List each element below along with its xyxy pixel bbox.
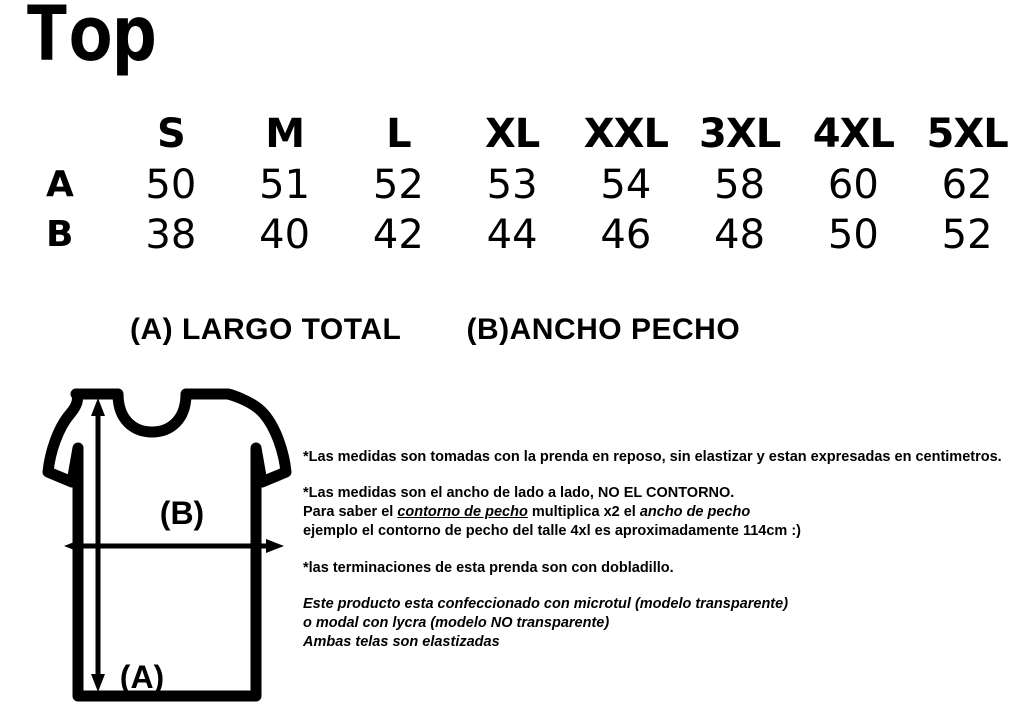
cell-a-xl: 53 <box>486 162 538 208</box>
cell-a-xxl: 54 <box>600 162 652 208</box>
note2-italic-term: ancho de pecho <box>639 504 751 521</box>
garment-label-a: (A) <box>119 659 165 695</box>
cell-a-s: 50 <box>145 162 197 208</box>
cell-b-4xl: 50 <box>827 212 879 258</box>
cell-a-m: 51 <box>259 162 311 208</box>
size-header-xxl: XXL <box>583 111 668 157</box>
arrow-b-head-right <box>266 539 284 553</box>
cell-a-4xl: 60 <box>827 162 879 208</box>
cell-a-3xl: 58 <box>714 162 766 208</box>
cell-b-xl: 44 <box>486 212 538 258</box>
size-chart-table <box>36 108 1024 260</box>
arrow-a-head-top <box>91 398 105 416</box>
cell-b-5xl: 52 <box>941 212 993 258</box>
cell-b-m: 40 <box>259 212 311 258</box>
note-fabric <box>303 595 1003 652</box>
table-header-row <box>36 108 1024 160</box>
cell-a-l: 52 <box>372 162 424 208</box>
table-corner-cell <box>36 108 114 160</box>
garment-illustration <box>34 386 304 706</box>
note-measurements-rest: *Las medidas son tomadas con la prenda en reposo, sin elastizar y estan expresadas en centimetros. <box>303 449 1002 465</box>
legend-a: (A) LARGO TOTAL <box>130 313 401 346</box>
measurement-legend <box>130 313 740 347</box>
garment-label-b: (B) <box>159 495 205 531</box>
note2-line2-pre: Para saber el <box>303 504 398 521</box>
note2-line1: *Las medidas son el ancho de lado a lado, NO EL CONTORNO. <box>303 485 735 502</box>
notes-block <box>303 448 1003 652</box>
note4-line3: Ambas telas son elastizadas <box>303 633 500 650</box>
note-width-not-contour <box>303 484 1003 541</box>
note2-line2-mid: multiplica x2 el <box>527 504 640 521</box>
note4-line2: o modal con lycra (modelo NO transparente) <box>303 614 610 631</box>
cell-b-l: 42 <box>372 212 424 258</box>
cell-b-3xl: 48 <box>714 212 766 258</box>
note2-line3: ejemplo el contorno de pecho del talle 4xl es aproximadamente 114cm :) <box>303 523 801 540</box>
size-header-3xl: 3XL <box>699 111 781 157</box>
size-header-l: L <box>386 111 411 157</box>
note2-underline-term: contorno de pecho <box>397 504 528 521</box>
legend-b: (B)ANCHO PECHO <box>466 313 741 346</box>
note4-line1: Este producto esta confeccionado con microtul (modelo transparente) <box>303 595 789 612</box>
table-row <box>36 160 1024 210</box>
table-row <box>36 210 1024 260</box>
arrow-a-head-bottom <box>91 674 105 692</box>
size-header-xl: XL <box>484 111 540 157</box>
note-hem-finish: *las terminaciones de esta prenda son con dobladillo. <box>303 559 674 576</box>
cell-b-s: 38 <box>145 212 197 258</box>
page-title: Top <box>24 0 156 78</box>
size-header-5xl: 5XL <box>926 111 1008 157</box>
size-header-4xl: 4XL <box>812 111 894 157</box>
row-label-b: B <box>46 214 74 255</box>
row-label-a: A <box>46 164 74 205</box>
cell-a-5xl: 62 <box>941 162 993 208</box>
size-header-s: S <box>156 111 185 157</box>
size-header-m: M <box>265 111 305 157</box>
cell-b-xxl: 46 <box>600 212 652 258</box>
